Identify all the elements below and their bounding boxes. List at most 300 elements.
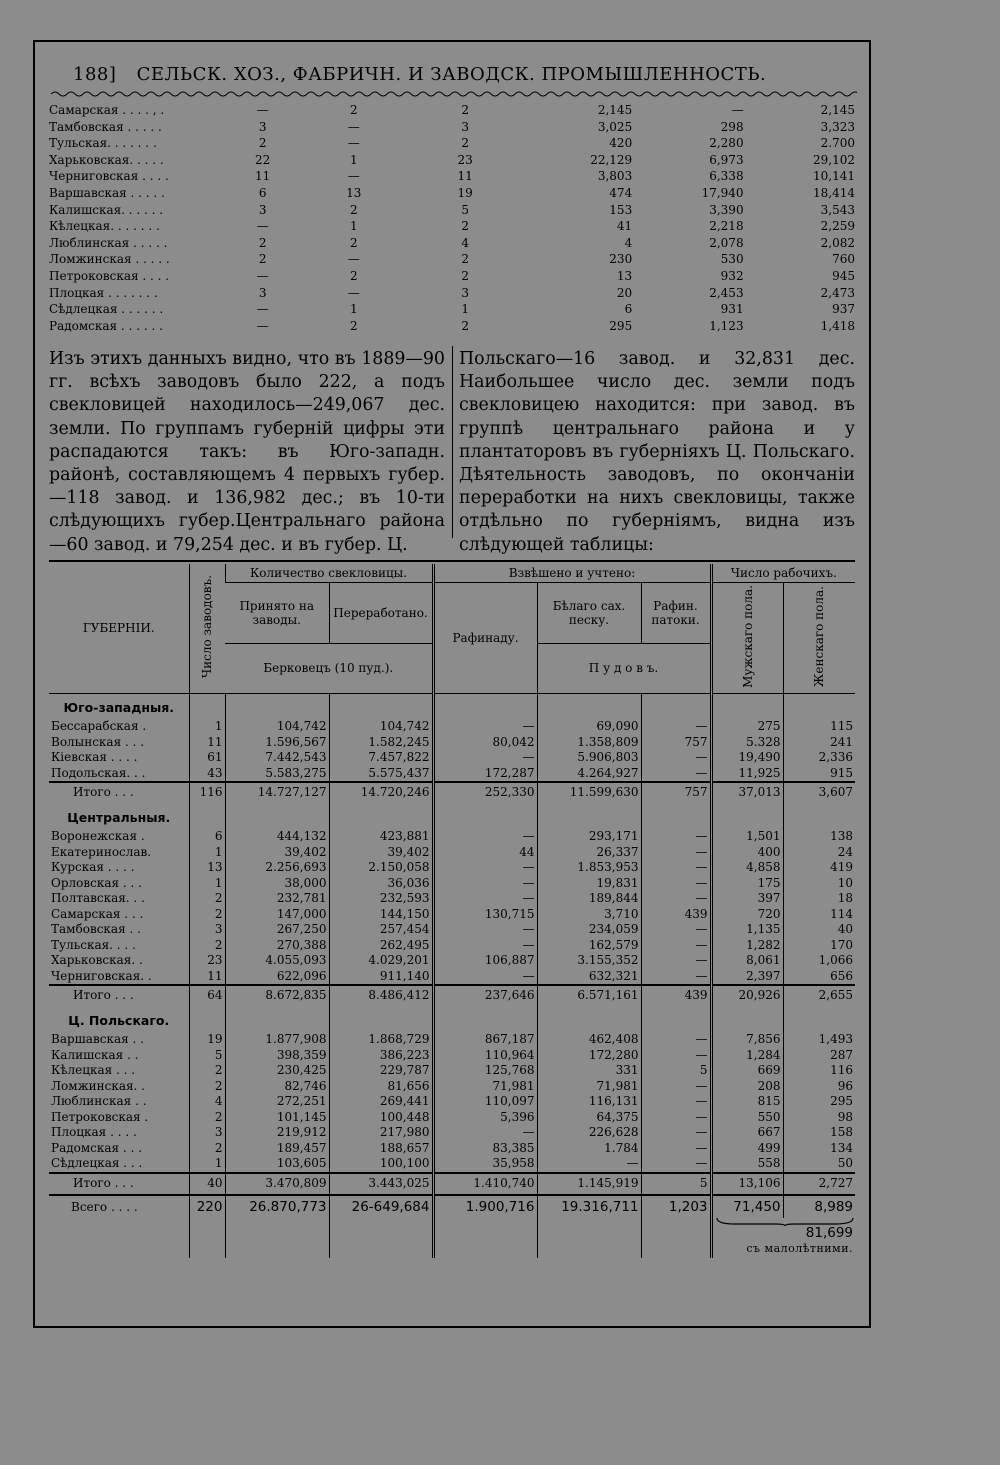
cell-value: 80,042 [433, 735, 537, 751]
table-row [49, 1063, 855, 1079]
cell-value: 172,287 [433, 766, 537, 783]
combined-workers-row [49, 1218, 855, 1258]
gubernia-name: Варшавская . . . . . [49, 185, 165, 200]
cell-value: 439 [641, 985, 711, 1007]
row-label: Екатеринослав. [51, 844, 152, 859]
table-row [49, 953, 855, 969]
cell-value: 932 [720, 268, 744, 283]
header-white-sugar: Бѣлаго сах. песку. [537, 583, 641, 644]
cell-value: 6,338 [709, 169, 744, 184]
row-label: Тульская. . . . [51, 937, 136, 952]
cell-value: 189,844 [537, 891, 641, 907]
cell-value: 669 [711, 1063, 783, 1079]
cell-value: 175 [711, 876, 783, 892]
cell-value: 10 [783, 876, 855, 892]
row-label: Харьковская. . [51, 953, 143, 968]
cell-value: 106,887 [433, 953, 537, 969]
gubernia-name: Ломжинская . . . . . [49, 252, 170, 267]
cell-value: 2,397 [711, 969, 783, 986]
cell-value: 419 [783, 860, 855, 876]
cell-value: 1.853,953 [537, 860, 641, 876]
cell-value: — [641, 1110, 711, 1126]
cell-value: 275 [711, 719, 783, 735]
cell-value: 19,831 [537, 876, 641, 892]
cell-value: — [433, 922, 537, 938]
cell-value: 7.457,822 [329, 750, 433, 766]
cell-value: — [256, 318, 269, 333]
cell-value: 230 [609, 252, 633, 267]
cell-value: 2.256,693 [225, 860, 329, 876]
cell-value: 217,980 [329, 1125, 433, 1141]
table-row [49, 876, 855, 892]
empty-cell [49, 1218, 189, 1258]
row-label: Плоцкая . . . . [51, 1125, 137, 1140]
cell-value: — [641, 1141, 711, 1157]
cell-value: 2 [258, 235, 267, 250]
empty-cell [433, 804, 537, 830]
header-female: Женскаго пола. [783, 583, 855, 694]
top-table-row [49, 119, 855, 136]
row-label: Люблинская . . [51, 1094, 147, 1109]
cell-value: 144,150 [329, 907, 433, 923]
cell-value: 71,981 [433, 1079, 537, 1095]
cell-value: 2,473 [820, 285, 855, 300]
empty-cell [711, 1007, 783, 1033]
cell-value: 1 [189, 719, 225, 735]
cell-value: 1 [189, 845, 225, 861]
cell-value: 2 [189, 1063, 225, 1079]
table-row [49, 938, 855, 954]
cell-value: 20,926 [711, 985, 783, 1007]
cell-value: 298 [720, 119, 744, 134]
cell-value: 1.877,908 [225, 1032, 329, 1048]
empty-cell [189, 693, 225, 719]
cell-value: — [256, 302, 269, 317]
cell-value: 4 [461, 235, 469, 250]
top-table-row [49, 318, 855, 335]
cell-value: 7,856 [711, 1032, 783, 1048]
gubernia-name: Калишская. . . . . . [49, 202, 164, 217]
sugar-factories-table [49, 564, 855, 1258]
cell-value: 270,388 [225, 938, 329, 954]
cell-value: 64,375 [537, 1110, 641, 1126]
cell-value: 1 [189, 876, 225, 892]
cell-value: 2 [349, 202, 358, 217]
cell-value: 101,145 [225, 1110, 329, 1126]
page-number: 188] [73, 64, 117, 85]
row-label: Кіевская . . . . [51, 750, 138, 765]
top-table-row [49, 135, 855, 152]
table-row [49, 860, 855, 876]
cell-value: 1 [461, 302, 469, 317]
cell-value: 37,013 [711, 782, 783, 804]
cell-value: — [256, 219, 269, 234]
cell-value: 1,203 [641, 1195, 711, 1218]
cell-value: 3,543 [820, 202, 855, 217]
cell-value: 83,385 [433, 1141, 537, 1157]
cell-value: 71,450 [711, 1195, 783, 1218]
cell-value: 98 [783, 1110, 855, 1126]
cell-value: 39,402 [225, 845, 329, 861]
cell-value: 2 [461, 219, 469, 234]
row-label: Воронежская . [51, 829, 145, 844]
header-male: Мужскаго пола. [711, 583, 783, 694]
cell-value: 20 [616, 285, 633, 300]
cell-value: 2 [461, 318, 469, 333]
cell-value: 667 [711, 1125, 783, 1141]
cell-value: — [641, 922, 711, 938]
cell-value: 1.596,567 [225, 735, 329, 751]
cell-value: — [347, 169, 360, 184]
cell-value: 229,787 [329, 1063, 433, 1079]
row-label: Полтавская. . . [51, 891, 145, 906]
row-label: Подольская. . . [51, 765, 146, 780]
cell-value: 13 [616, 268, 633, 283]
cell-value: 757 [641, 782, 711, 804]
cell-value: 19 [457, 185, 473, 200]
cell-value: 2 [461, 136, 469, 151]
cell-value: 2,336 [783, 750, 855, 766]
cell-value: — [641, 750, 711, 766]
cell-value: — [641, 860, 711, 876]
cell-value: 439 [641, 907, 711, 923]
cell-value: — [433, 1125, 537, 1141]
cell-value: 1.145,919 [537, 1173, 641, 1196]
cell-value: 1,284 [711, 1048, 783, 1064]
cell-value: 2 [189, 1141, 225, 1157]
cell-value: 3 [258, 119, 267, 134]
top-table-row [49, 268, 855, 285]
gubernia-name: Кѣлецкая. . . . . . . [49, 219, 160, 234]
gubernia-name: Сѣдлецкая . . . . . . [49, 302, 164, 317]
cell-value: 11 [189, 969, 225, 986]
subtotal-row [49, 985, 855, 1007]
column-separator [452, 346, 453, 538]
cell-value: 1.900,716 [433, 1195, 537, 1218]
cell-value: 2 [349, 318, 358, 333]
cell-value: 26,337 [537, 845, 641, 861]
cell-value: 2,259 [820, 219, 855, 234]
empty-cell [641, 1218, 711, 1258]
cell-value: 269,441 [329, 1094, 433, 1110]
cell-value: 1 [349, 152, 358, 167]
cell-value: 188,657 [329, 1141, 433, 1157]
cell-value: 2.150,058 [329, 860, 433, 876]
cell-value: 931 [720, 302, 744, 317]
cell-value: 2 [189, 1079, 225, 1095]
cell-value: 116 [189, 782, 225, 804]
cell-value: 4 [189, 1094, 225, 1110]
cell-value: 3 [189, 1125, 225, 1141]
text-column-right: Польскаго—16 завод. и 32,831 дес. Наибольшее число дес. земли подъ свекловицею находится: при завод. въ группѣ центральнаго района и у плантаторовъ въ губерніяхъ Ц. Польскаго. Дѣятельность заводовъ, по окончаніи переработки на нихъ свекловицы, также отдѣльно по губерніямъ, видна изъ слѣдующей таблицы: [459, 349, 855, 555]
cell-value: — [433, 829, 537, 845]
cell-value: 397 [711, 891, 783, 907]
cell-value: 3,390 [709, 202, 744, 217]
cell-value: 3 [189, 922, 225, 938]
cell-value: 232,593 [329, 891, 433, 907]
cell-value: 3,025 [597, 119, 633, 134]
row-label: Всего . . . . [49, 1195, 189, 1218]
cell-value: 8.486,412 [329, 985, 433, 1007]
cell-value: 2,280 [709, 136, 744, 151]
table-row [49, 969, 855, 986]
top-table-row [49, 102, 855, 119]
cell-value: 3,803 [597, 169, 633, 184]
row-label: Ломжинская. . [51, 1078, 145, 1093]
table-top-rule [49, 560, 855, 562]
cell-value: 22,129 [590, 152, 633, 167]
cell-value: 295 [609, 318, 633, 333]
cell-value: 8,061 [711, 953, 783, 969]
cell-value: 1,501 [711, 829, 783, 845]
cell-value: 331 [537, 1063, 641, 1079]
cell-value: 104,742 [225, 719, 329, 735]
row-label: Орловская . . . [51, 875, 142, 890]
cell-value: 2,453 [709, 285, 744, 300]
cell-value: 100,448 [329, 1110, 433, 1126]
cell-value: 41 [616, 219, 633, 234]
empty-cell [225, 804, 329, 830]
cell-value: — [433, 891, 537, 907]
cell-value: 2 [349, 235, 358, 250]
cell-value: 2 [189, 938, 225, 954]
cell-value: — [641, 719, 711, 735]
cell-value: 6 [189, 829, 225, 845]
cell-value: 114 [783, 907, 855, 923]
cell-value: 4.029,201 [329, 953, 433, 969]
cell-value: 2,082 [820, 235, 855, 250]
cell-value: 2 [189, 907, 225, 923]
cell-value: 147,000 [225, 907, 329, 923]
cell-value: 71,981 [537, 1079, 641, 1095]
header-workers: Число рабочихъ. [711, 564, 855, 583]
cell-value: 103,605 [225, 1156, 329, 1173]
table-row [49, 1079, 855, 1095]
cell-value: 38,000 [225, 876, 329, 892]
cell-value: 19.316,711 [537, 1195, 641, 1218]
row-label: Черниговская. . [51, 968, 152, 983]
cell-value: 2 [461, 103, 469, 117]
cell-value: 656 [783, 969, 855, 986]
text-column-left: Изъ этихъ данныхъ видно, что въ 1889—90 гг. всѣхъ заводовъ было 222, а подъ свекловицей находилось—249,067 дес. земли. По группамъ губерній цифры эти распадаются такъ: въ Юго-западн. районѣ, составляющемъ 4 первыхъ губер.—118 завод. и 136,982 дес.; въ 10-ти слѣдующихъ губер.Центральнаго района—60 завод. и 79,254 дес. и въ губер. Ц. [49, 349, 445, 555]
empty-cell [225, 1218, 329, 1258]
cell-value: 11 [255, 169, 271, 184]
cell-value: — [641, 876, 711, 892]
cell-value: — [433, 750, 537, 766]
cell-value: 462,408 [537, 1032, 641, 1048]
cell-value: 172,280 [537, 1048, 641, 1064]
subtotal-row [49, 1173, 855, 1196]
cell-value: 2 [258, 136, 267, 151]
cell-value: 3.443,025 [329, 1173, 433, 1196]
header-beet-qty: Количество свекловицы. [225, 564, 433, 583]
cell-value: 26-649,684 [329, 1195, 433, 1218]
cell-value: — [433, 876, 537, 892]
empty-cell [641, 804, 711, 830]
cell-value: 3,607 [783, 782, 855, 804]
cell-value: 81,656 [329, 1079, 433, 1095]
cell-value: 1,066 [783, 953, 855, 969]
cell-value: 40 [189, 1173, 225, 1196]
section-header-row [49, 804, 855, 830]
cell-value: 915 [783, 766, 855, 783]
cell-value: 24 [783, 845, 855, 861]
combined-note: съ малолѣтними. [746, 1241, 854, 1255]
cell-value: 272,251 [225, 1094, 329, 1110]
gubernia-name: Петроковская . . . . [49, 268, 170, 283]
cell-value: 18 [783, 891, 855, 907]
cell-value: 5 [189, 1048, 225, 1064]
cell-value: 8,989 [783, 1195, 855, 1218]
empty-cell [537, 804, 641, 830]
header-processed: Переработано. [329, 583, 433, 644]
empty-cell [189, 804, 225, 830]
cell-value: 4 [624, 235, 633, 250]
empty-cell [225, 1007, 329, 1033]
cell-value: 911,140 [329, 969, 433, 986]
cell-value: 22 [255, 152, 271, 167]
section-title: Центральныя. [67, 809, 171, 825]
cell-value: 3 [461, 285, 469, 300]
cell-value: 11.599,630 [537, 782, 641, 804]
cell-value: 5.328 [711, 735, 783, 751]
cell-value: 110,964 [433, 1048, 537, 1064]
cell-value: 6,973 [709, 152, 744, 167]
cell-value: 2,655 [783, 985, 855, 1007]
cell-value: — [641, 938, 711, 954]
row-label: Итого . . . [49, 1173, 189, 1196]
top-table-row [49, 251, 855, 268]
cell-value: 474 [609, 185, 633, 200]
row-label: Бессарабская . [51, 719, 147, 734]
empty-cell [711, 804, 783, 830]
row-label: Петроковская . [51, 1109, 149, 1124]
cell-value: 5.583,275 [225, 766, 329, 783]
cell-value: — [641, 1048, 711, 1064]
cell-value: — [641, 1156, 711, 1173]
cell-value: 1,282 [711, 938, 783, 954]
cell-value: 1.784 [537, 1141, 641, 1157]
cell-value: 153 [609, 202, 633, 217]
row-label: Сѣдлецкая . . . [51, 1156, 143, 1171]
cell-value: 287 [783, 1048, 855, 1064]
cell-value: 1 [349, 219, 358, 234]
section-title: Юго-западныя. [63, 699, 175, 715]
cell-value: 262,495 [329, 938, 433, 954]
cell-value: 252,330 [433, 782, 537, 804]
top-table-row [49, 152, 855, 169]
cell-value: 622,096 [225, 969, 329, 986]
cell-value: 1,123 [709, 318, 744, 333]
cell-value: 162,579 [537, 938, 641, 954]
top-table [49, 102, 855, 334]
cell-value: 6 [624, 302, 633, 317]
cell-value: — [433, 860, 537, 876]
cell-value: 558 [711, 1156, 783, 1173]
header-gubernii: ГУБЕРНІИ. [49, 564, 189, 693]
table-row [49, 1156, 855, 1173]
row-label: Курская . . . . [51, 860, 135, 875]
cell-value: — [256, 103, 269, 117]
cell-value: 19 [189, 1032, 225, 1048]
cell-value: 1,135 [711, 922, 783, 938]
cell-value: 189,457 [225, 1141, 329, 1157]
cell-value: 234,059 [537, 922, 641, 938]
row-label: Варшавская . . [51, 1032, 144, 1047]
cell-value: 26.870,773 [225, 1195, 329, 1218]
cell-value: 3.470,809 [225, 1173, 329, 1196]
row-label: Радомская . . . [51, 1140, 143, 1155]
cell-value: 138 [783, 829, 855, 845]
cell-value: 8.672,835 [225, 985, 329, 1007]
cell-value: 6 [258, 185, 267, 200]
table-row [49, 845, 855, 861]
table-row [49, 1048, 855, 1064]
cell-value: 13,106 [711, 1173, 783, 1196]
cell-value: 110,097 [433, 1094, 537, 1110]
empty-cell [537, 1218, 641, 1258]
cell-value: 11 [457, 169, 473, 184]
cell-value: 2 [349, 268, 358, 283]
header-weighed: Взвѣшено и учтено: [433, 564, 711, 583]
cell-value: 293,171 [537, 829, 641, 845]
empty-cell [329, 1007, 433, 1033]
empty-cell [537, 693, 641, 719]
empty-cell [711, 693, 783, 719]
cell-value: 11,925 [711, 766, 783, 783]
cell-value: 2 [461, 252, 469, 267]
cell-value: 5.906,803 [537, 750, 641, 766]
top-table-row [49, 202, 855, 219]
cell-value: 267,250 [225, 922, 329, 938]
cell-value: 550 [711, 1110, 783, 1126]
cell-value: 241 [783, 735, 855, 751]
wavy-divider [51, 90, 857, 98]
cell-value: 4.264,927 [537, 766, 641, 783]
empty-cell [783, 1007, 855, 1033]
cell-value: 116 [783, 1063, 855, 1079]
empty-cell [641, 1007, 711, 1033]
cell-value: 386,223 [329, 1048, 433, 1064]
table-row [49, 1032, 855, 1048]
cell-value: 36,036 [329, 876, 433, 892]
cell-value: — [256, 268, 269, 283]
header-accepted: Принято на заводы. [225, 583, 329, 644]
cell-value: 530 [720, 252, 744, 267]
gubernia-name: Люблинская . . . . . [49, 235, 168, 250]
cell-value: 29,102 [813, 152, 855, 167]
cell-value: 10,141 [813, 169, 855, 184]
cell-value: 1 [189, 1156, 225, 1173]
cell-value: 158 [783, 1125, 855, 1141]
table-row [49, 829, 855, 845]
table-row [49, 735, 855, 751]
cell-value: — [641, 829, 711, 845]
cell-value: 2 [189, 1110, 225, 1126]
cell-value: — [641, 953, 711, 969]
top-table-row [49, 218, 855, 235]
cell-value: 2 [258, 252, 267, 267]
cell-value: — [641, 1079, 711, 1095]
cell-value: 100,100 [329, 1156, 433, 1173]
row-label: Тамбовская . . [51, 922, 141, 937]
cell-value: 2,145 [597, 103, 633, 117]
gubernia-name: Радомская . . . . . . [49, 318, 163, 333]
cell-value: 40 [783, 922, 855, 938]
empty-cell [641, 693, 711, 719]
cell-value: — [537, 1156, 641, 1173]
cell-value: 2.700 [820, 136, 855, 151]
